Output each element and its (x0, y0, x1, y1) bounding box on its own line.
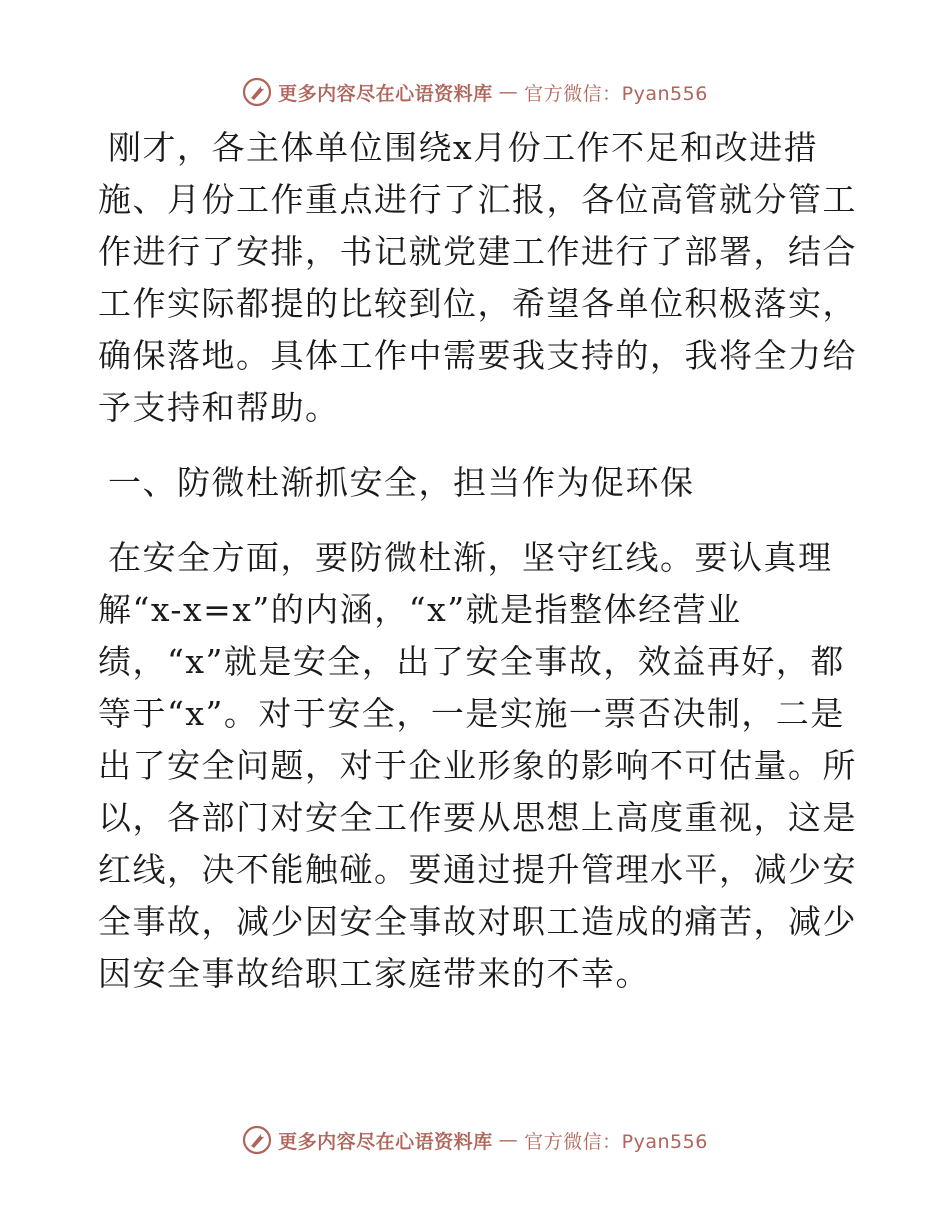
watermark-dash: — (498, 1129, 519, 1151)
watermark-site-text: 更多内容尽在心语资料库 (278, 1130, 493, 1153)
watermark-dash: — (498, 81, 519, 103)
watermark-site-text: 更多内容尽在心语资料库 (278, 82, 493, 105)
footer-watermark (0, 1120, 950, 1160)
body-paragraph-1: 刚才，各主体单位围绕x月份工作不足和改进措施、月份工作重点进行了汇报，各位高管就分管工作进行了安排，书记就党建工作进行了部署，结合工作实际都提的比较到位，希望各单位积极落实，确保落地。具体工作中需要我支持的，我将全力给予支持和帮助。 (98, 128, 857, 427)
watermark-wechat-text: 官方微信：Pyan556 (524, 82, 708, 105)
pen-nib-logo-icon (242, 1125, 272, 1155)
body-paragraph-2: 在安全方面，要防微杜渐，坚守红线。要认真理解“x-x=x”的内涵，“x”就是指整体经营业绩，“x”就是安全，出了安全事故，效益再好，都等于“x”。对于安全，一是实施一票否决制，二是出了安全问题，对于企业形象的影响不可估量。所以，各部门对安全工作要从思想上高度重视，这是红线，决不能触碰。要通过提升管理水平，减少安全事故，减少因安全事故对职工造成的痛苦，减少因安全事故给职工家庭带来的不幸。 (98, 538, 857, 993)
watermark-wechat-text: 官方微信：Pyan556 (524, 1130, 708, 1153)
section-heading-1: 一、防微杜渐抓安全，担当作为促环保 (108, 463, 695, 502)
header-watermark (0, 72, 950, 112)
document-body (98, 122, 858, 1000)
pen-nib-logo-icon (242, 77, 272, 107)
